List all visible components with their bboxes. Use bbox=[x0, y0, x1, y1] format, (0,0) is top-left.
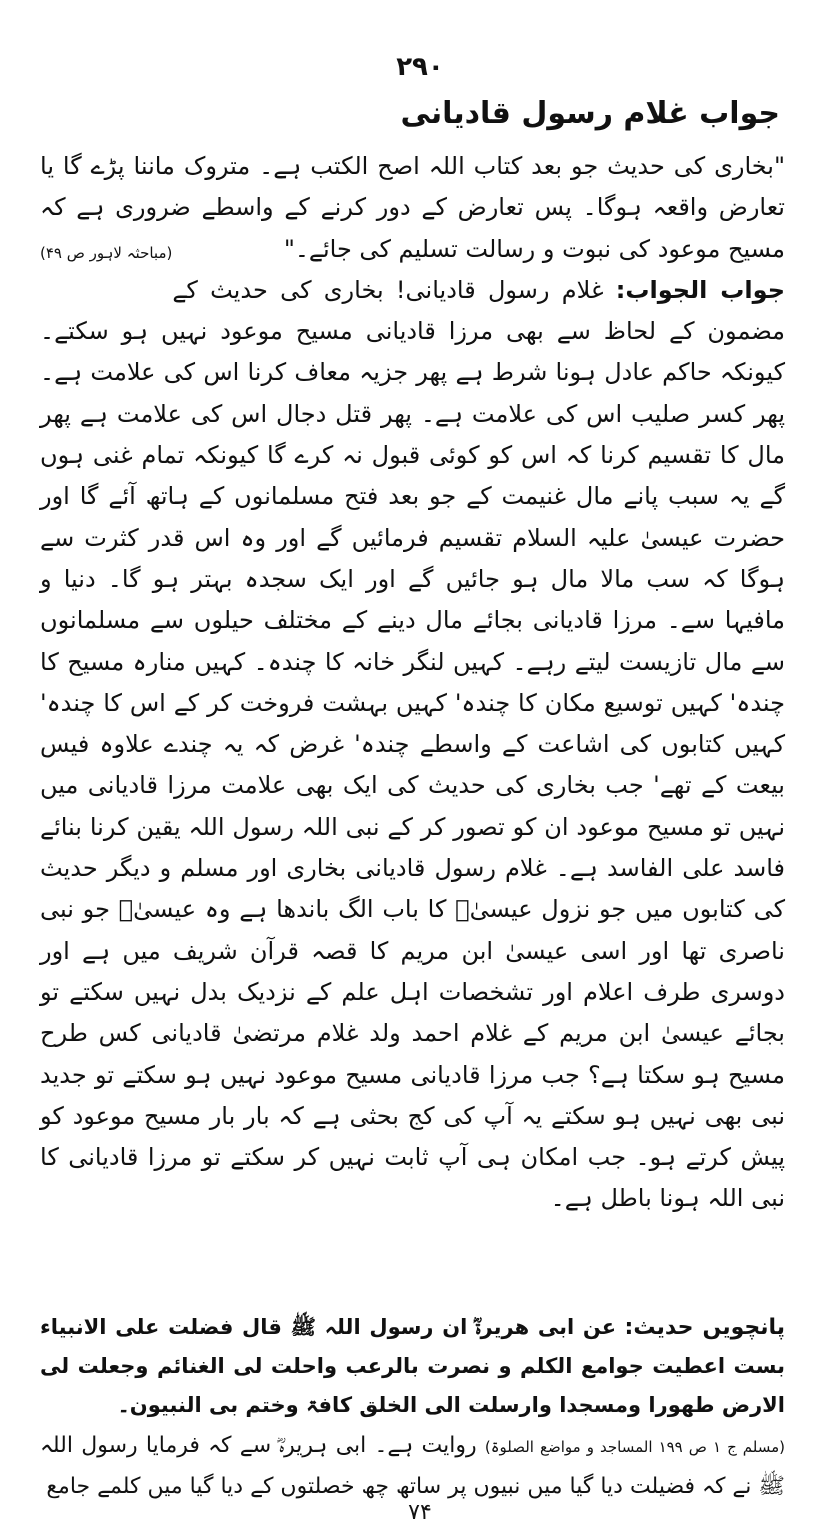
hadith-translation-text: روایت ہے۔ ابی ہریرہؓ سے کہ فرمایا رسول اللہ ﷺ نے کہ فضیلت دیا گیا میں نبیوں پر ساتھ چھ خصلتوں کے دیا گیا میں کلمے جامع bbox=[40, 1433, 785, 1499]
answer-paragraph bbox=[40, 270, 785, 1220]
page-number-bottom: ۷۴ bbox=[408, 1500, 432, 1525]
hadith-label: پانچویں حدیث: bbox=[624, 1315, 786, 1340]
hadith-source-ref: (مسلم ج ۱ ص ۱۹۹ المساجد و مواضع الصلوۃ) bbox=[484, 1438, 786, 1456]
hadith-translation bbox=[40, 1426, 785, 1507]
answer-text: غلام رسول قادیانی! بخاری کی حدیث کے مضمون کے لحاظ سے بھی مرزا قادیانی مسیح موعود نہیں ہو سکتے۔ کیونکہ حاکم عادل ہونا شرط ہے پھر جزیہ معاف کرنا اس کی علامت ہے۔ پھر کسر صلیب اس کی علامت ہے۔ پھر قتل دجال اس کی علامت ہے پھر مال کا تقسیم کرنا کہ اس کو کوئی قبول نہ کرے گا کیونکہ تمام غنی ہوں گے یہ سبب پانے مال غنیمت کے جو بعد فتح مسلمانوں کے ہاتھ آئے گا اور حضرت عیسیٰ علیہ السلام تقسیم فرمائیں گے اور وہ اس قدر کثرت سے ہوگا کہ سب مالا مال ہو جائیں گے اور ایک سجدہ بہتر ہو گا۔ دنیا و مافیہا سے۔ مرزا قادیانی بجائے مال دینے کے مختلف حیلوں سے مسلمانوں سے مال تازیست لیتے رہے۔ کہیں لنگر خانہ کا چندہ۔ کہیں منارہ مسیح کا چندہ' کہیں توسیع مکان کا چندہ' کہیں بہشت فروخت کر کے اس کا چندہ' کہیں کتابوں کی اشاعت کے واسطے چندہ' غرض کہ یہ چندے علاوہ فیس بیعت کے تھے' جب بخاری کی حدیث کی ایک بھی علامت مرزا قادیانی میں نہیں تو مسیح موعود ان کو تصور کر کے نبی اللہ رسول اللہ یقین کرنا بنائے فاسد علی الفاسد ہے۔ غلام رسول قادیانی بخاری اور مسلم و دیگر حدیث کی کتابوں میں جو نزول عیسیٰؑ کا باب الگ باندھا ہے وہ عیسیٰؑ جو نبی ناصری تھا اور اسی عیسیٰ ابن مریم کا قصہ قرآن شریف میں ہے اور دوسری طرف اعلام اور تشخصات اہل علم کے نزدیک بدل نہیں سکتے تو بجائے عیسیٰ ابن مریم کے غلام احمد ولد غلام مرتضیٰ قادیانی کس طرح مسیح ہو سکتا ہے؟ جب مرزا قادیانی مسیح موعود نہیں ہو سکتے تو جدید نبی بھی نہیں ہو سکتے یہ آپ کی کج بحثی ہے کہ بار بار مسیح موعود کو پیش کرتے ہو۔ جب امکان ہی آپ ثابت نہیں کر سکتے تو مرزا قادیانی کا نبی اللہ ہونا باطل ہے۔ bbox=[40, 275, 786, 1213]
quote-paragraph bbox=[40, 146, 785, 270]
section-heading: جواب غلام رسول قادیانی bbox=[400, 96, 780, 131]
main-body bbox=[40, 146, 785, 1220]
quote-text: "بخاری کی حدیث جو بعد کتاب اللہ اصح الکتب ہے۔ متروک ماننا پڑے گا یا تعارض واقعہ ہوگا۔ پس تعارض کے دور کرنے کے واسطے ضروری ہے کہ مسیح موعود کی نبوت و رسالت تسلیم کی جائے۔" bbox=[40, 152, 785, 263]
page-number-top: ۲۹۰ bbox=[396, 52, 444, 82]
hadith-arabic-text: عن ابی ھریرۃؓ ان رسول اللہ ﷺ قال فضلت علی الانبیاء بست اعطیت جوامع الکلم و نصرت بالرعب واحلت لی الغنائم وجعلت لی الارض طھورا ومسجدا وارسلت الی الخلق کافۃ وختم بی النبیون۔ bbox=[40, 1315, 785, 1417]
answer-label: جواب الجواب: bbox=[615, 275, 785, 304]
hadith-paragraph bbox=[40, 1308, 785, 1425]
quote-citation: (مباحثہ لاہور ص ۴۹) bbox=[40, 243, 173, 262]
